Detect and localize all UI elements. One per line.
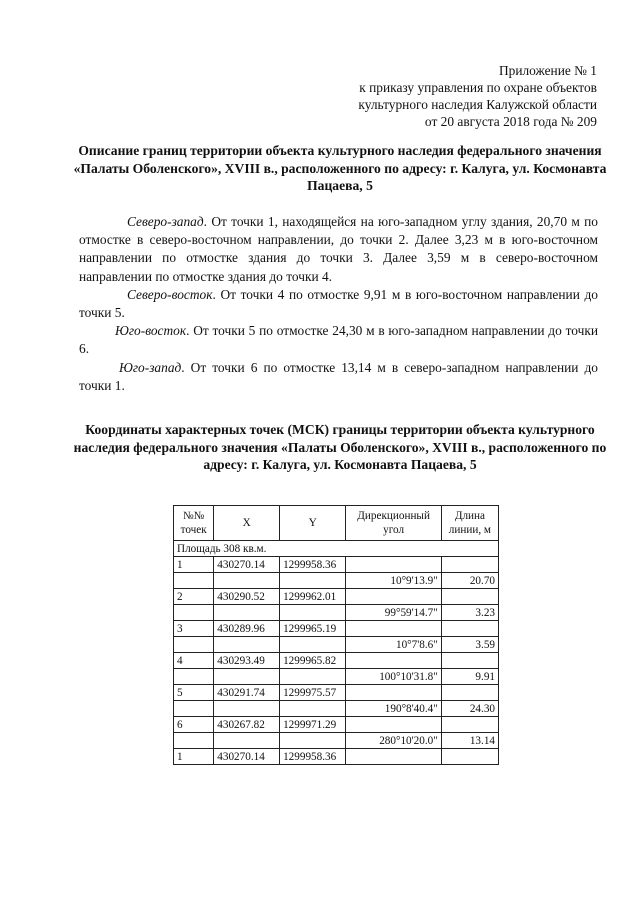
point-row [174,749,499,765]
annex-date-line: от 20 августа 2018 года № 209 [424,114,597,129]
table-header-row [174,506,499,541]
point-x: 430291.74 [214,685,280,701]
segment-row [174,669,499,685]
point-y: 1299962.01 [280,589,346,605]
boundary-description-body [79,213,598,395]
boundary-description-title: Описание границ территории объекта культурного наследия федерального значения «Палаты Оболенского», XVIII в., расположенного по адресу: г. Калуга, ул. Космонавта Пацаева, 5 [73,143,607,193]
segment-length: 24.30 [441,701,498,717]
paragraph-southeast [79,322,598,358]
direction-label: Юго-восток [115,323,187,339]
segment-row [174,701,499,717]
point-y: 1299971.29 [280,717,346,733]
annex-authority-line: культурного наследия Калужской области [358,97,597,112]
annex-order-line: к приказу управления по охране объектов [359,80,597,95]
area-cell: Площадь 308 кв.м. [174,541,499,557]
point-number: 1 [174,557,214,573]
area-row [174,541,499,557]
point-y: 1299965.82 [280,653,346,669]
paragraph-text: . От точки 1, находящейся на юго-западном углу здания, 20,70 м по отмостке в северо-восточном направлении, до точки 2. Далее 3,23 м в юго-восточном направлении по отмостке здания до точки 3. Далее 3,59 м в северо-восточном направлении по отмостке здания до точки 4. [79,214,598,284]
header-angle: Дирекционный угол [346,506,441,541]
point-y: 1299958.36 [280,557,346,573]
segment-length: 13.14 [441,733,498,749]
paragraph-text: . От точки 4 по отмостке 9,91 м в юго-восточном направлении до точки 5. [79,286,598,321]
point-row [174,653,499,669]
paragraph-northeast [79,286,598,322]
segment-angle: 10°7'8.6" [346,637,441,653]
point-x: 430267.82 [214,717,280,733]
segment-length: 3.23 [441,605,498,621]
point-x: 430270.14 [214,749,280,765]
paragraph-southwest [79,359,598,395]
point-row [174,557,499,573]
segment-length: 20.70 [441,573,498,589]
header-x: X [214,506,280,541]
annex-number: Приложение № 1 [498,63,597,78]
segment-row [174,605,499,621]
point-y: 1299958.36 [280,749,346,765]
point-row [174,717,499,733]
direction-label: Северо-восток [127,286,213,302]
header-point-number: №№ точек [174,506,214,541]
segment-length: 3.59 [441,637,498,653]
segment-row [174,573,499,589]
direction-label: Юго-запад [119,359,182,375]
header-length: Длина линии, м [441,506,498,541]
point-number: 1 [174,749,214,765]
header-y: Y [280,506,346,541]
point-row [174,685,499,701]
paragraph-text: . От точки 5 по отмостке 24,30 м в юго-западном направлении до точки 6. [79,323,598,357]
point-row [174,621,499,637]
segment-row [174,733,499,749]
point-number: 6 [174,717,214,733]
segment-angle: 280°10'20.0" [346,733,441,749]
segment-angle: 100°10'31.8" [346,669,441,685]
point-x: 430270.14 [214,557,280,573]
coordinates-title: Координаты характерных точек (МСК) границы территории объекта культурного наследия федерального значения «Палаты Оболенского», XVIII в., расположенного по адресу: г. Калуга, ул. Космонавта Пацаева, 5 [73,422,607,472]
coordinates-table [173,505,499,765]
point-y: 1299965.19 [280,621,346,637]
point-number: 4 [174,653,214,669]
point-number: 2 [174,589,214,605]
point-x: 430293.49 [214,653,280,669]
point-y: 1299975.57 [280,685,346,701]
segment-angle: 10°9'13.9" [346,573,441,589]
point-number: 3 [174,621,214,637]
segment-angle: 99°59'14.7" [346,605,441,621]
annex-header [358,62,597,130]
segment-length: 9.91 [441,669,498,685]
point-number: 5 [174,685,214,701]
segment-angle: 190°8'40.4" [346,701,441,717]
paragraph-northwest [79,213,598,286]
point-x: 430290.52 [214,589,280,605]
segment-row [174,637,499,653]
point-row [174,589,499,605]
point-x: 430289.96 [214,621,280,637]
paragraph-text: . От точки 6 по отмостке 13,14 м в северо-западном направлении до точки 1. [79,359,598,393]
direction-label: Северо-запад [127,214,204,229]
